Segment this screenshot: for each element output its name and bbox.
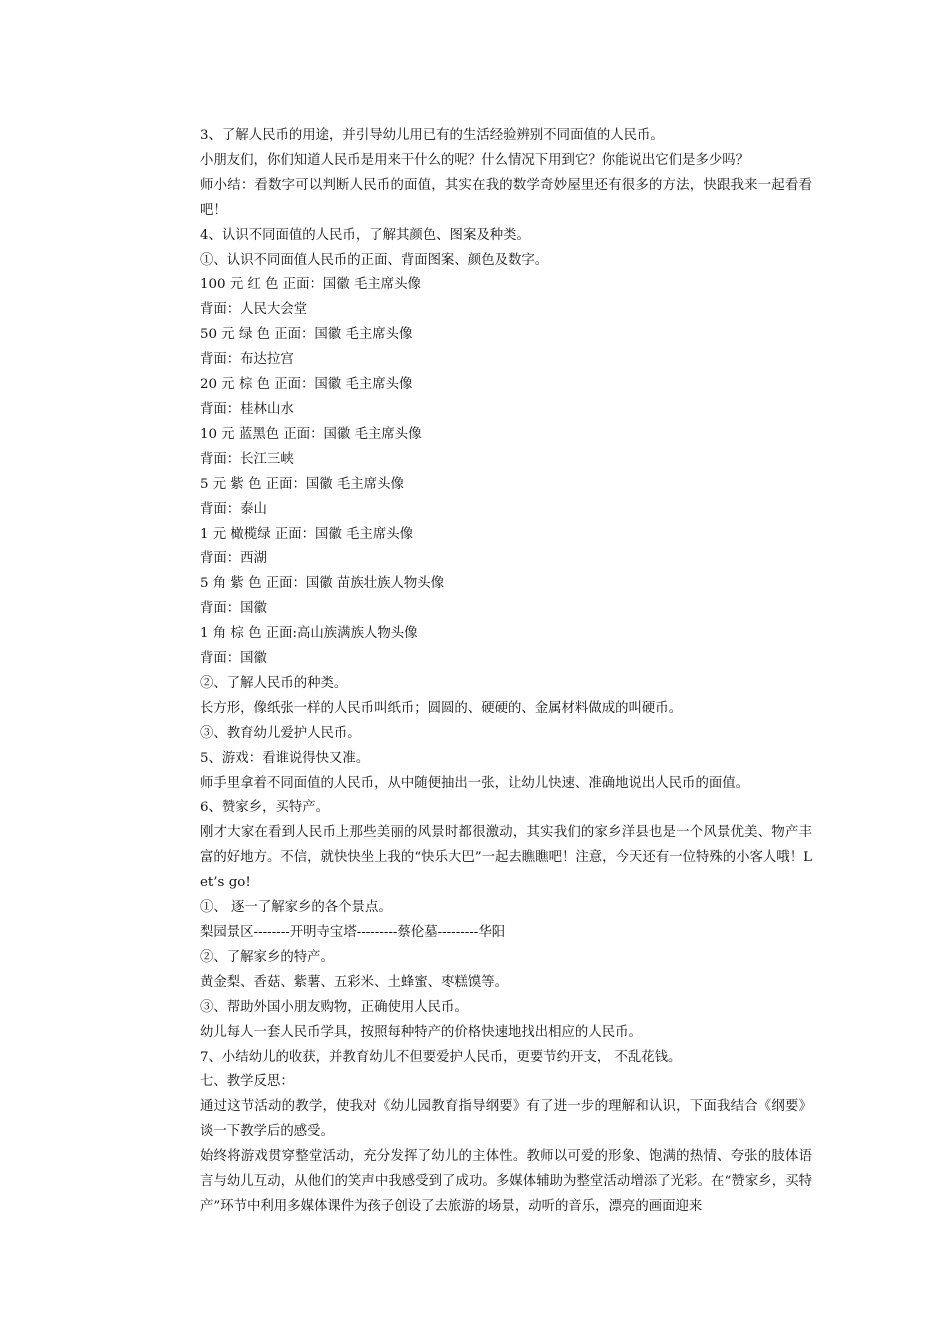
- currency-types-text: 长方形，像纸张一样的人民币叫纸币；圆圆的、硬硬的、金属材料做成的叫硬币。: [200, 700, 683, 716]
- step-5-heading: 5、游戏：看谁说得快又准。: [200, 750, 370, 766]
- note-5jiao-front: 5 角 紫 色 正面：国徽 苗族壮族人物头像: [200, 576, 445, 592]
- note-100-back: 背面：人民大会堂: [200, 302, 308, 318]
- teacher-question: 小朋友们，你们知道人民币是用来干什么的呢？什么情况下用到它？你能说出它们是多少吗？: [200, 152, 750, 168]
- note-1-back: 背面：西湖: [200, 551, 267, 567]
- step-6-heading: 6、赞家乡，买特产。: [200, 800, 330, 816]
- substep-2-heading: ②、了解人民币的种类。: [200, 675, 348, 691]
- hometown-substep-3: ③、帮助外国小朋友购物，正确使用人民币。: [200, 999, 468, 1015]
- note-1jiao-front: 1 角 棕 色 正面:高山族满族人物头像: [200, 626, 418, 642]
- hometown-intro: 刚才大家在看到人民币上那些美丽的风景时都很激动，其实我们的家乡洋县也是一个风景优美、物产丰富的好地方。不信，就快快坐上我的“快乐大巴”一起去瞧瞧吧！注意，今天还有一位特殊的小客人哦！Let’s go!: [200, 825, 812, 891]
- substep-3-heading: ③、教育幼儿爱护人民币。: [200, 725, 361, 741]
- specialties-list: 黄金梨、香菇、紫薯、五彩米、土蜂蜜、枣糕馍等。: [200, 974, 508, 990]
- scenic-spots-route: 梨园景区--------开明寺宝塔---------蔡伦墓---------华阳: [200, 925, 506, 940]
- note-1jiao-back: 背面：国徽: [200, 651, 267, 667]
- note-5-front: 5 元 紫 色 正面：国徽 毛主席头像: [200, 476, 404, 492]
- substep-1-heading: ①、认识不同面值人民币的正面、背面图案、颜色及数字。: [200, 252, 549, 268]
- note-10-front: 10 元 蓝黑色 正面：国徽 毛主席头像: [200, 426, 422, 442]
- teacher-summary: 师小结：看数字可以判断人民币的面值，其实在我的数学奇妙屋里还有很多的方法，快跟我来一起看看吧！: [200, 177, 812, 218]
- step-7-summary: 7、小结幼儿的收获，并教育幼儿不但要爱护人民币，更要节约开支， 不乱花钱。: [200, 1049, 682, 1065]
- reflection-intro: 通过这节活动的教学，使我对《幼儿园教育指导纲要》有了进一步的理解和认识，下面我结合《纲要》谈一下教学后的感受。: [200, 1099, 812, 1140]
- section-7-heading: 七、教学反思：: [200, 1074, 294, 1090]
- document-body: [200, 124, 812, 1220]
- step-4-heading: 4、认识不同面值的人民币，了解其颜色、图案及种类。: [200, 227, 530, 243]
- note-1-front: 1 元 橄榄绿 正面：国徽 毛主席头像: [200, 526, 414, 542]
- note-20-back: 背面：桂林山水: [200, 401, 294, 417]
- hometown-substep-1: ①、 逐一了解家乡的各个景点。: [200, 900, 392, 916]
- note-100-front: 100 元 红 色 正面：国徽 毛主席头像: [200, 277, 421, 293]
- note-5-back: 背面：泰山: [200, 501, 267, 517]
- note-5jiao-back: 背面：国徽: [200, 601, 267, 617]
- reflection-body: 始终将游戏贯穿整堂活动，充分发挥了幼儿的主体性。教师以可爱的形象、饱满的热情、夸张的肢体语言与幼儿互动，从他们的笑声中我感受到了成功。多媒体辅助为整堂活动增添了光彩。在“赞家乡，买特产”环节中利用多媒体课件为孩子创设了去旅游的场景，动听的音乐，漂亮的画面迎来: [200, 1149, 812, 1214]
- note-20-front: 20 元 棕 色 正面：国徽 毛主席头像: [200, 377, 413, 393]
- shopping-activity: 幼儿每人一套人民币学具，按照每种特产的价格快速地找出相应的人民币。: [200, 1024, 642, 1040]
- note-50-front: 50 元 绿 色 正面：国徽 毛主席头像: [200, 327, 413, 343]
- game-description: 师手里拿着不同面值的人民币，从中随便抽出一张，让幼儿快速、准确地说出人民币的面值。: [200, 775, 750, 791]
- note-50-back: 背面：布达拉宫: [200, 352, 294, 368]
- note-10-back: 背面：长江三峡: [200, 451, 294, 467]
- step-3-heading: 3、了解人民币的用途，并引导幼儿用已有的生活经验辨别不同面值的人民币。: [200, 128, 664, 143]
- hometown-substep-2: ②、了解家乡的特产。: [200, 949, 334, 965]
